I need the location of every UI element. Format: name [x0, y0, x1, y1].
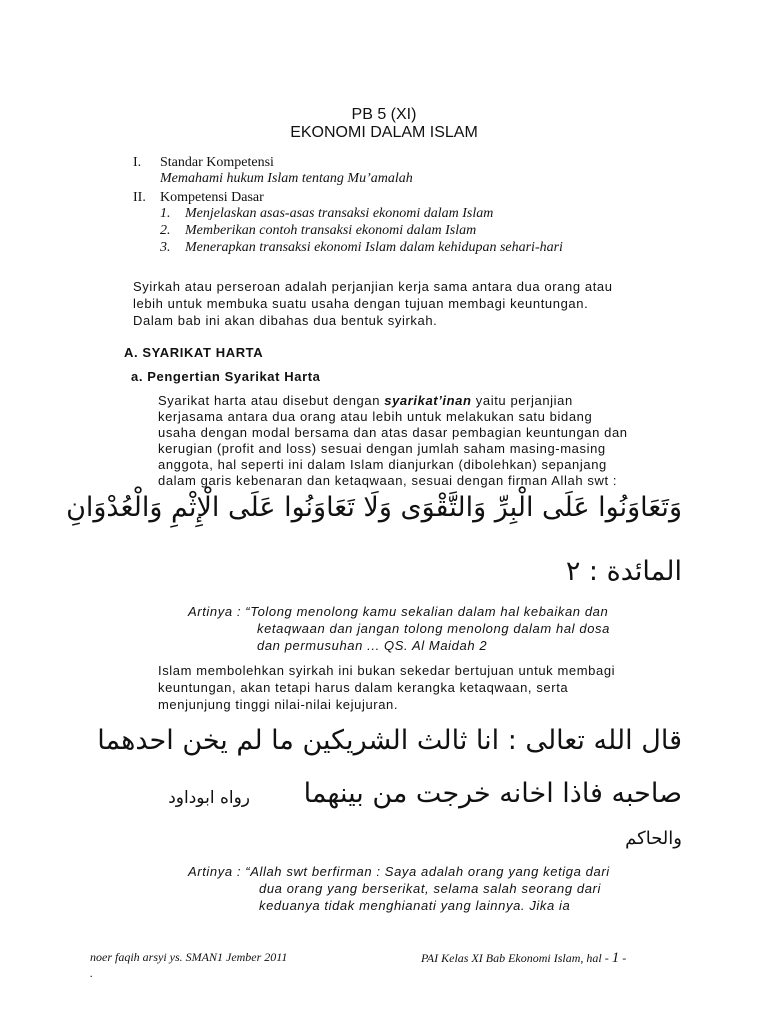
quran-verse-line: وَتَعَاوَنُوا عَلَى الْبِرِّ وَالتَّقْوَى وَلَا تَعَاوَنُوا عَلَى الْإِثْمِ وَالْعُدْوَانِ [66, 492, 682, 523]
emphasis-term: syarikat’inan [384, 393, 472, 408]
paragraph-line: anggota, hal seperti ini dalam Islam dianjurkan (dibolehkan) sepanjang [158, 457, 607, 472]
paragraph-line [158, 393, 573, 410]
hadith-narrator: رواه ابوداود [168, 788, 250, 808]
intro-line: lebih untuk membuka suatu usaha dengan tujuan membagi keuntungan. [133, 296, 589, 311]
section-number-2: II. [133, 190, 146, 205]
intro-line: Dalam bab ini akan dibahas dua bentuk syirkah. [133, 313, 438, 328]
translation-line: dan permusuhan ... QS. Al Maidah 2 [257, 638, 488, 653]
paragraph-line: keuntungan, akan tetapi harus dalam kerangka ketaqwaan, serta [158, 680, 569, 695]
quran-verse-reference: المائدة : ٢ [565, 556, 682, 587]
competency-item-text: Menjelaskan asas-asas transaksi ekonomi dalam Islam [185, 206, 494, 221]
paragraph-text: Syarikat harta atau disebut dengan [158, 393, 385, 408]
paragraph-line: Islam membolehkan syirkah ini bukan sekedar bertujuan untuk membagi [158, 663, 616, 678]
paragraph-line: usaha dengan modal bersama dan atas dasar pembagian keuntungan dan [158, 425, 628, 440]
hadith-line: قال الله تعالى : انا ثالث الشريكين ما لم يخن احدهما [97, 725, 682, 756]
paragraph-line: kerjasama antara dua orang atau lebih untuk melakukan satu bidang [158, 409, 593, 424]
competency-item-number: 1. [160, 206, 171, 221]
footer-dot: . [90, 966, 93, 980]
competency-item-text: Menerapkan transaksi ekonomi Islam dalam kehidupan sehari-hari [185, 240, 563, 255]
paragraph-line: dalam garis kebenaran dan ketaqwaan, sesuai dengan firman Allah swt : [158, 473, 618, 488]
footer-text: - [619, 951, 627, 965]
section-number-1: I. [133, 155, 142, 170]
paragraph-line: kerugian (profit and loss) sesuai dengan jumlah saham masing-masing [158, 441, 606, 456]
translation-line: dua orang yang berserikat, selama salah seorang dari [259, 881, 601, 896]
chapter-code: PB 5 (XI) [351, 106, 417, 123]
footer-page-info [421, 950, 626, 967]
translation-line: Artinya : “Allah swt berfirman : Saya adalah orang yang ketiga dari [188, 864, 610, 879]
page-number: 1 [611, 950, 620, 966]
translation-line: keduanya tidak menghianati yang lainnya. Jika ia [259, 898, 571, 913]
standard-competency-heading: Standar Kompetensi [160, 155, 274, 170]
paragraph-line: menjunjung tinggi nilai-nilai kejujuran. [158, 697, 399, 712]
hadith-line: صاحبه فاذا اخانه خرجت من بينهما [303, 778, 682, 809]
footer-author: noer faqih arsyi ys. SMAN1 Jember 2011 [90, 950, 288, 964]
footer-text: PAI Kelas XI Bab Ekonomi Islam, hal - [421, 951, 612, 965]
standard-competency-item: Memahami hukum Islam tentang Mu’amalah [160, 171, 413, 186]
translation-line: Artinya : “Tolong menolong kamu sekalian dalam hal kebaikan dan [188, 604, 609, 619]
chapter-title: EKONOMI DALAM ISLAM [290, 124, 478, 141]
hadith-narrator-continued: والحاكم [625, 828, 682, 849]
competency-item-text: Memberikan contoh transaksi ekonomi dalam Islam [185, 223, 477, 238]
competency-item-number: 2. [160, 223, 171, 238]
translation-line: ketaqwaan dan jangan tolong menolong dalam hal dosa [257, 621, 610, 636]
basic-competency-heading: Kompetensi Dasar [160, 190, 264, 205]
intro-line: Syirkah atau perseroan adalah perjanjian kerja sama antara dua orang atau [133, 279, 613, 294]
subsection-heading-a: a. Pengertian Syarikat Harta [131, 369, 321, 384]
competency-item-number: 3. [160, 240, 171, 255]
paragraph-text: yaitu perjanjian [471, 393, 573, 408]
section-heading-a: A. SYARIKAT HARTA [124, 345, 264, 360]
